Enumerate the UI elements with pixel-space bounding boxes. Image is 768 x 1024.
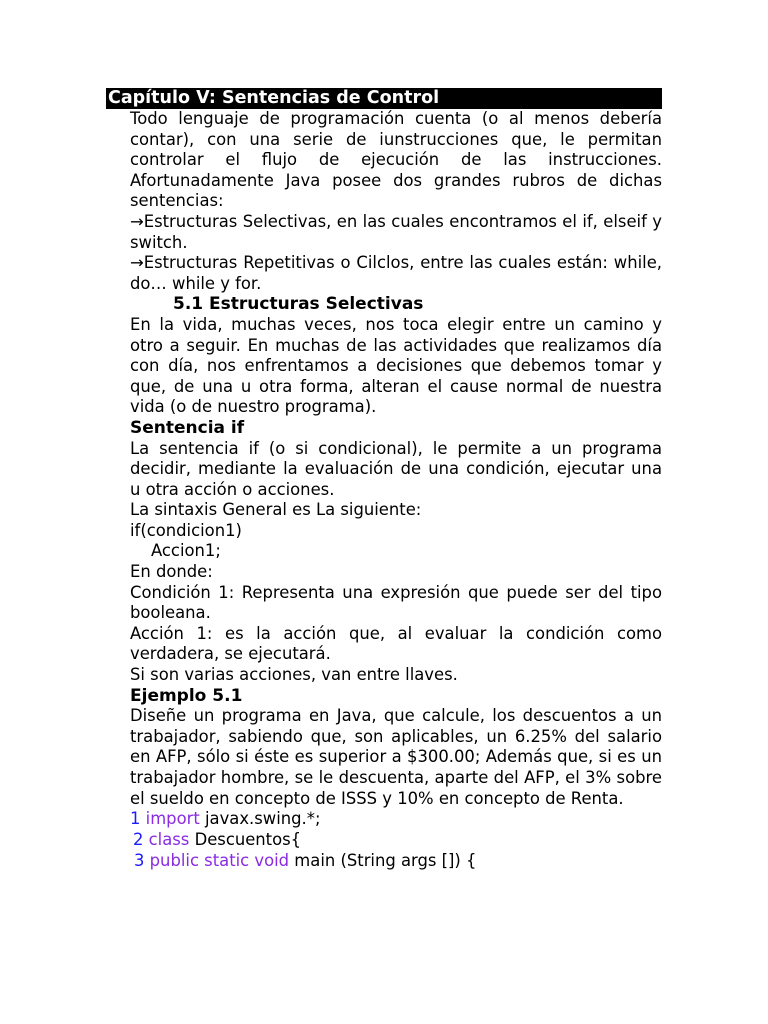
intro-paragraph: Todo lenguaje de programación cuenta (o al menos debería contar), con una serie de iunstrucciones que, le permitan controlar el flujo de ejecución de las instrucciones. Afortunadamente Java posee dos grandes rubros de dichas sentencias: bbox=[130, 109, 662, 211]
action-definition: Acción 1: es la acción que, al evaluar la condición como verdadera, se ejecutará. bbox=[130, 623, 662, 664]
code-text: Descuentos{ bbox=[189, 829, 302, 849]
syntax-line-2: Accion1; bbox=[151, 541, 221, 561]
syntax-intro: La sintaxis General es La siguiente: bbox=[130, 500, 422, 520]
code-line-number: 1 bbox=[130, 809, 141, 829]
if-paragraph: La sentencia if (o si condicional), le permite a un programa decidir, mediante la evaluación de una condición, ejecutar una u otra acción o acciones. bbox=[130, 438, 662, 499]
document-body bbox=[130, 109, 662, 872]
chapter-title: Capítulo V: Sentencias de Control bbox=[106, 88, 662, 109]
code-line bbox=[130, 809, 662, 830]
bullet-repetitive: →Estructuras Repetitivas o Cilclos, entre las cuales están: while, do… while y for. bbox=[130, 253, 662, 293]
code-keyword: public static void bbox=[149, 850, 290, 870]
code-keyword: import bbox=[145, 809, 200, 829]
if-heading: Sentencia if bbox=[130, 417, 245, 438]
code-line bbox=[130, 851, 662, 872]
code-line bbox=[130, 830, 662, 851]
braces-note: Si son varias acciones, van entre llaves. bbox=[130, 665, 458, 685]
section-intro-paragraph: En la vida, muchas veces, nos toca elegir entre un camino y otro a seguir. En muchas de las actividades que realizamos día con día, nos enfrentamos a decisiones que debemos tomar y que, de una u otra forma, alteran el cause normal de nuestra vida (o de nuestro programa). bbox=[130, 314, 662, 417]
code-text: main (String args []) { bbox=[289, 850, 477, 870]
where-label: En donde: bbox=[130, 562, 213, 582]
code-text: javax.swing.*; bbox=[199, 809, 321, 829]
bullet-selective: →Estructuras Selectivas, en las cuales encontramos el if, elseif y switch. bbox=[130, 211, 662, 252]
code-keyword: class bbox=[148, 829, 190, 849]
condition-definition: Condición 1: Representa una expresión que puede ser del tipo booleana. bbox=[130, 582, 662, 623]
example-heading: Ejemplo 5.1 bbox=[130, 685, 243, 706]
syntax-line-1: if(condicion1) bbox=[130, 520, 242, 540]
code-line-number: 3 bbox=[134, 850, 145, 870]
example-paragraph: Diseñe un programa en Java, que calcule, los descuentos a un trabajador, sabiendo que, son aplicables, un 6.25% del salario en AFP, sólo si éste es superior a $300.00; Además que, si es un trabajador hombre, se le descuenta, aparte del AFP, el 3% sobre el sueldo en concepto de ISSS y 10% en concepto de Renta. bbox=[130, 706, 662, 808]
section-heading: 5.1 Estructuras Selectivas bbox=[173, 294, 424, 315]
code-line-number: 2 bbox=[133, 829, 144, 849]
